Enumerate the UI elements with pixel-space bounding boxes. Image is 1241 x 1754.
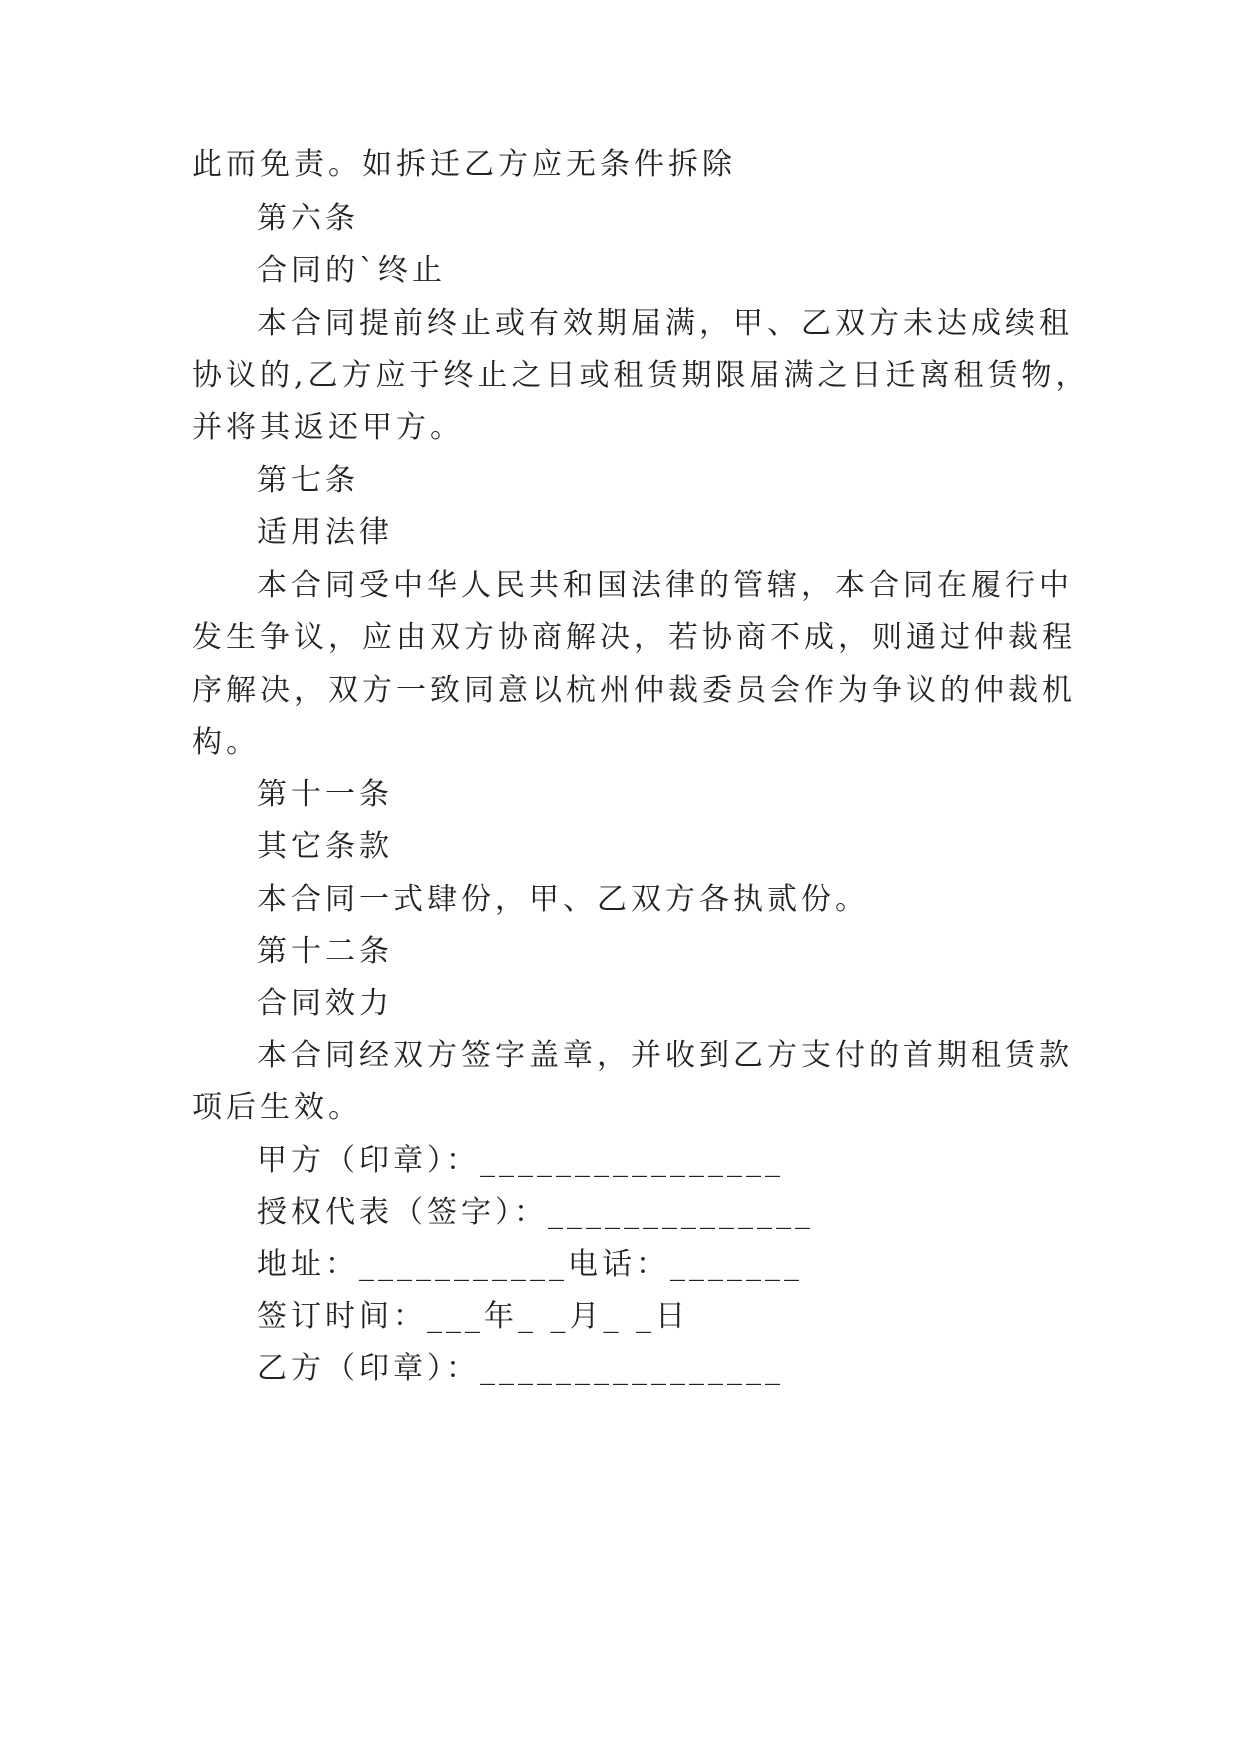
authorized-rep-signature-field: 授权代表（签字）：______________ xyxy=(257,1195,814,1230)
party-a-seal-field: 甲方（印章）：________________ xyxy=(257,1143,784,1178)
article-6-title: 合同的`终止 xyxy=(257,253,446,288)
address-phone-field: 地址：___________电话：_______ xyxy=(257,1247,803,1282)
party-b-seal-field: 乙方（印章）：________________ xyxy=(257,1351,784,1386)
article-12-title: 合同效力 xyxy=(257,986,393,1021)
paragraph-line: 本合同一式肆份，甲、乙双方各执贰份。 xyxy=(257,882,869,917)
paragraph-line: 本合同受中华人民共和国法律的管辖，本合同在履行中 xyxy=(257,568,1073,603)
article-7-title: 适用法律 xyxy=(257,515,393,550)
paragraph-line: 序解决，双方一致同意以杭州仲裁委员会作为争议的仲裁机 xyxy=(192,673,1076,708)
paragraph-line: 协议的,乙方应于终止之日或租赁期限届满之日迁离租赁物， xyxy=(192,358,1090,393)
article-12-heading: 第十二条 xyxy=(257,934,393,969)
paragraph-line: 项后生效。 xyxy=(192,1090,362,1125)
line-1: 此而免责。如拆迁乙方应无条件拆除 xyxy=(192,147,736,182)
paragraph-line: 并将其返还甲方。 xyxy=(192,410,464,445)
paragraph-line: 构。 xyxy=(192,725,260,760)
signing-date-field: 签订时间：___年_ _月_ _日 xyxy=(257,1299,690,1334)
article-6-heading: 第六条 xyxy=(257,201,359,236)
article-11-title: 其它条款 xyxy=(257,829,393,864)
article-7-heading: 第七条 xyxy=(257,463,359,498)
paragraph-line: 发生争议，应由双方协商解决，若协商不成，则通过仲裁程 xyxy=(192,620,1076,655)
article-11-heading: 第十一条 xyxy=(257,777,393,812)
paragraph-line: 本合同提前终止或有效期届满，甲、乙双方未达成续租 xyxy=(257,306,1073,341)
paragraph-line: 本合同经双方签字盖章，并收到乙方支付的首期租赁款 xyxy=(257,1038,1073,1073)
